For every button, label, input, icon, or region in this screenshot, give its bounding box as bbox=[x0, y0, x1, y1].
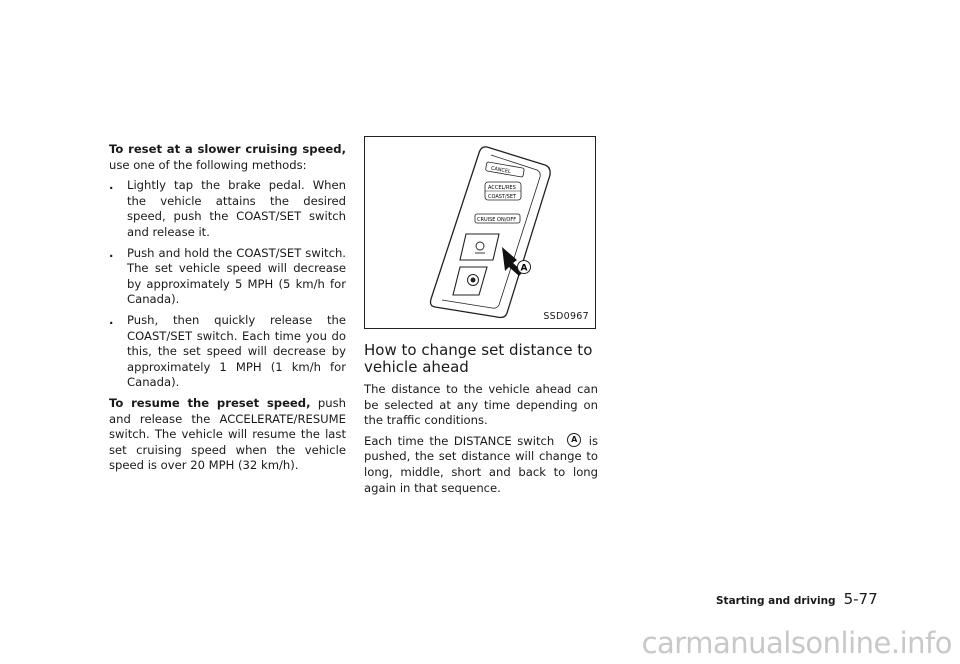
list-item-text: Push and hold the COAST/SET switch. The set vehicle speed will decrease by approximately 5 MPH (5 km/h for Canada). bbox=[127, 245, 346, 307]
left-column bbox=[109, 142, 346, 479]
reset-slower-heading: To reset at a slower cruising speed, bbox=[109, 142, 346, 156]
page-footer bbox=[716, 590, 878, 608]
distance-switch-paragraph bbox=[364, 434, 598, 496]
list-item-text: Push, then quickly release the COAST/SET switch. Each time you do this, the set speed will decrease by approximately 1 MPH (1 km/h for Canada). bbox=[127, 312, 346, 390]
bullet-mark: . bbox=[109, 245, 114, 260]
list-item bbox=[109, 313, 346, 391]
list-item bbox=[109, 246, 346, 308]
coast-set-switch-label: COAST/SET bbox=[488, 194, 517, 200]
callout-a-label: A bbox=[520, 263, 528, 274]
bullet-mark: . bbox=[109, 178, 114, 193]
steering-switch-drawing bbox=[365, 137, 595, 328]
switch-illustration bbox=[364, 136, 596, 329]
list-item-text: Lightly tap the brake pedal. When the vehicle attains the desired speed, push the COAST/SET switch and release it. bbox=[127, 178, 346, 239]
cruise-on-off-label: CRUISE ON/OFF bbox=[477, 217, 517, 223]
accel-res-switch-label: ACCEL/RES bbox=[488, 185, 516, 191]
list-item bbox=[109, 178, 346, 240]
figure-code: SSD0967 bbox=[543, 311, 589, 323]
section-name: Starting and driving bbox=[716, 595, 836, 607]
reset-slower-text: use one of the following methods: bbox=[109, 157, 307, 172]
resume-heading: To resume the preset speed, bbox=[109, 395, 311, 410]
watermark: carmanualsonline.info bbox=[641, 626, 952, 660]
distance-switch-text-start: Each time the DISTANCE switch bbox=[364, 433, 555, 448]
callout-a-marker: A bbox=[567, 433, 581, 447]
section-heading: How to change set distance to vehicle ahead bbox=[364, 341, 593, 376]
resume-paragraph bbox=[109, 396, 346, 474]
distance-intro-paragraph: The distance to the vehicle ahead can be selected at any time depending on the traffic conditions. bbox=[364, 382, 598, 428]
resume-text: push and release the ACCELERATE/RESUME switch. The vehicle will resume the last set cruising speed when the vehicle speed is over 20 MPH (32 km/h). bbox=[109, 395, 346, 473]
page-number: 5-77 bbox=[843, 590, 878, 608]
right-column bbox=[364, 136, 598, 501]
distance-switch-text-end: is pushed, the set distance will change to long, middle, short and back to long again in that sequence. bbox=[364, 433, 599, 495]
bullet-mark: . bbox=[109, 312, 114, 327]
reset-slower-paragraph bbox=[109, 142, 346, 173]
cancel-switch-label: CANCEL bbox=[490, 165, 512, 175]
methods-list bbox=[109, 178, 346, 391]
